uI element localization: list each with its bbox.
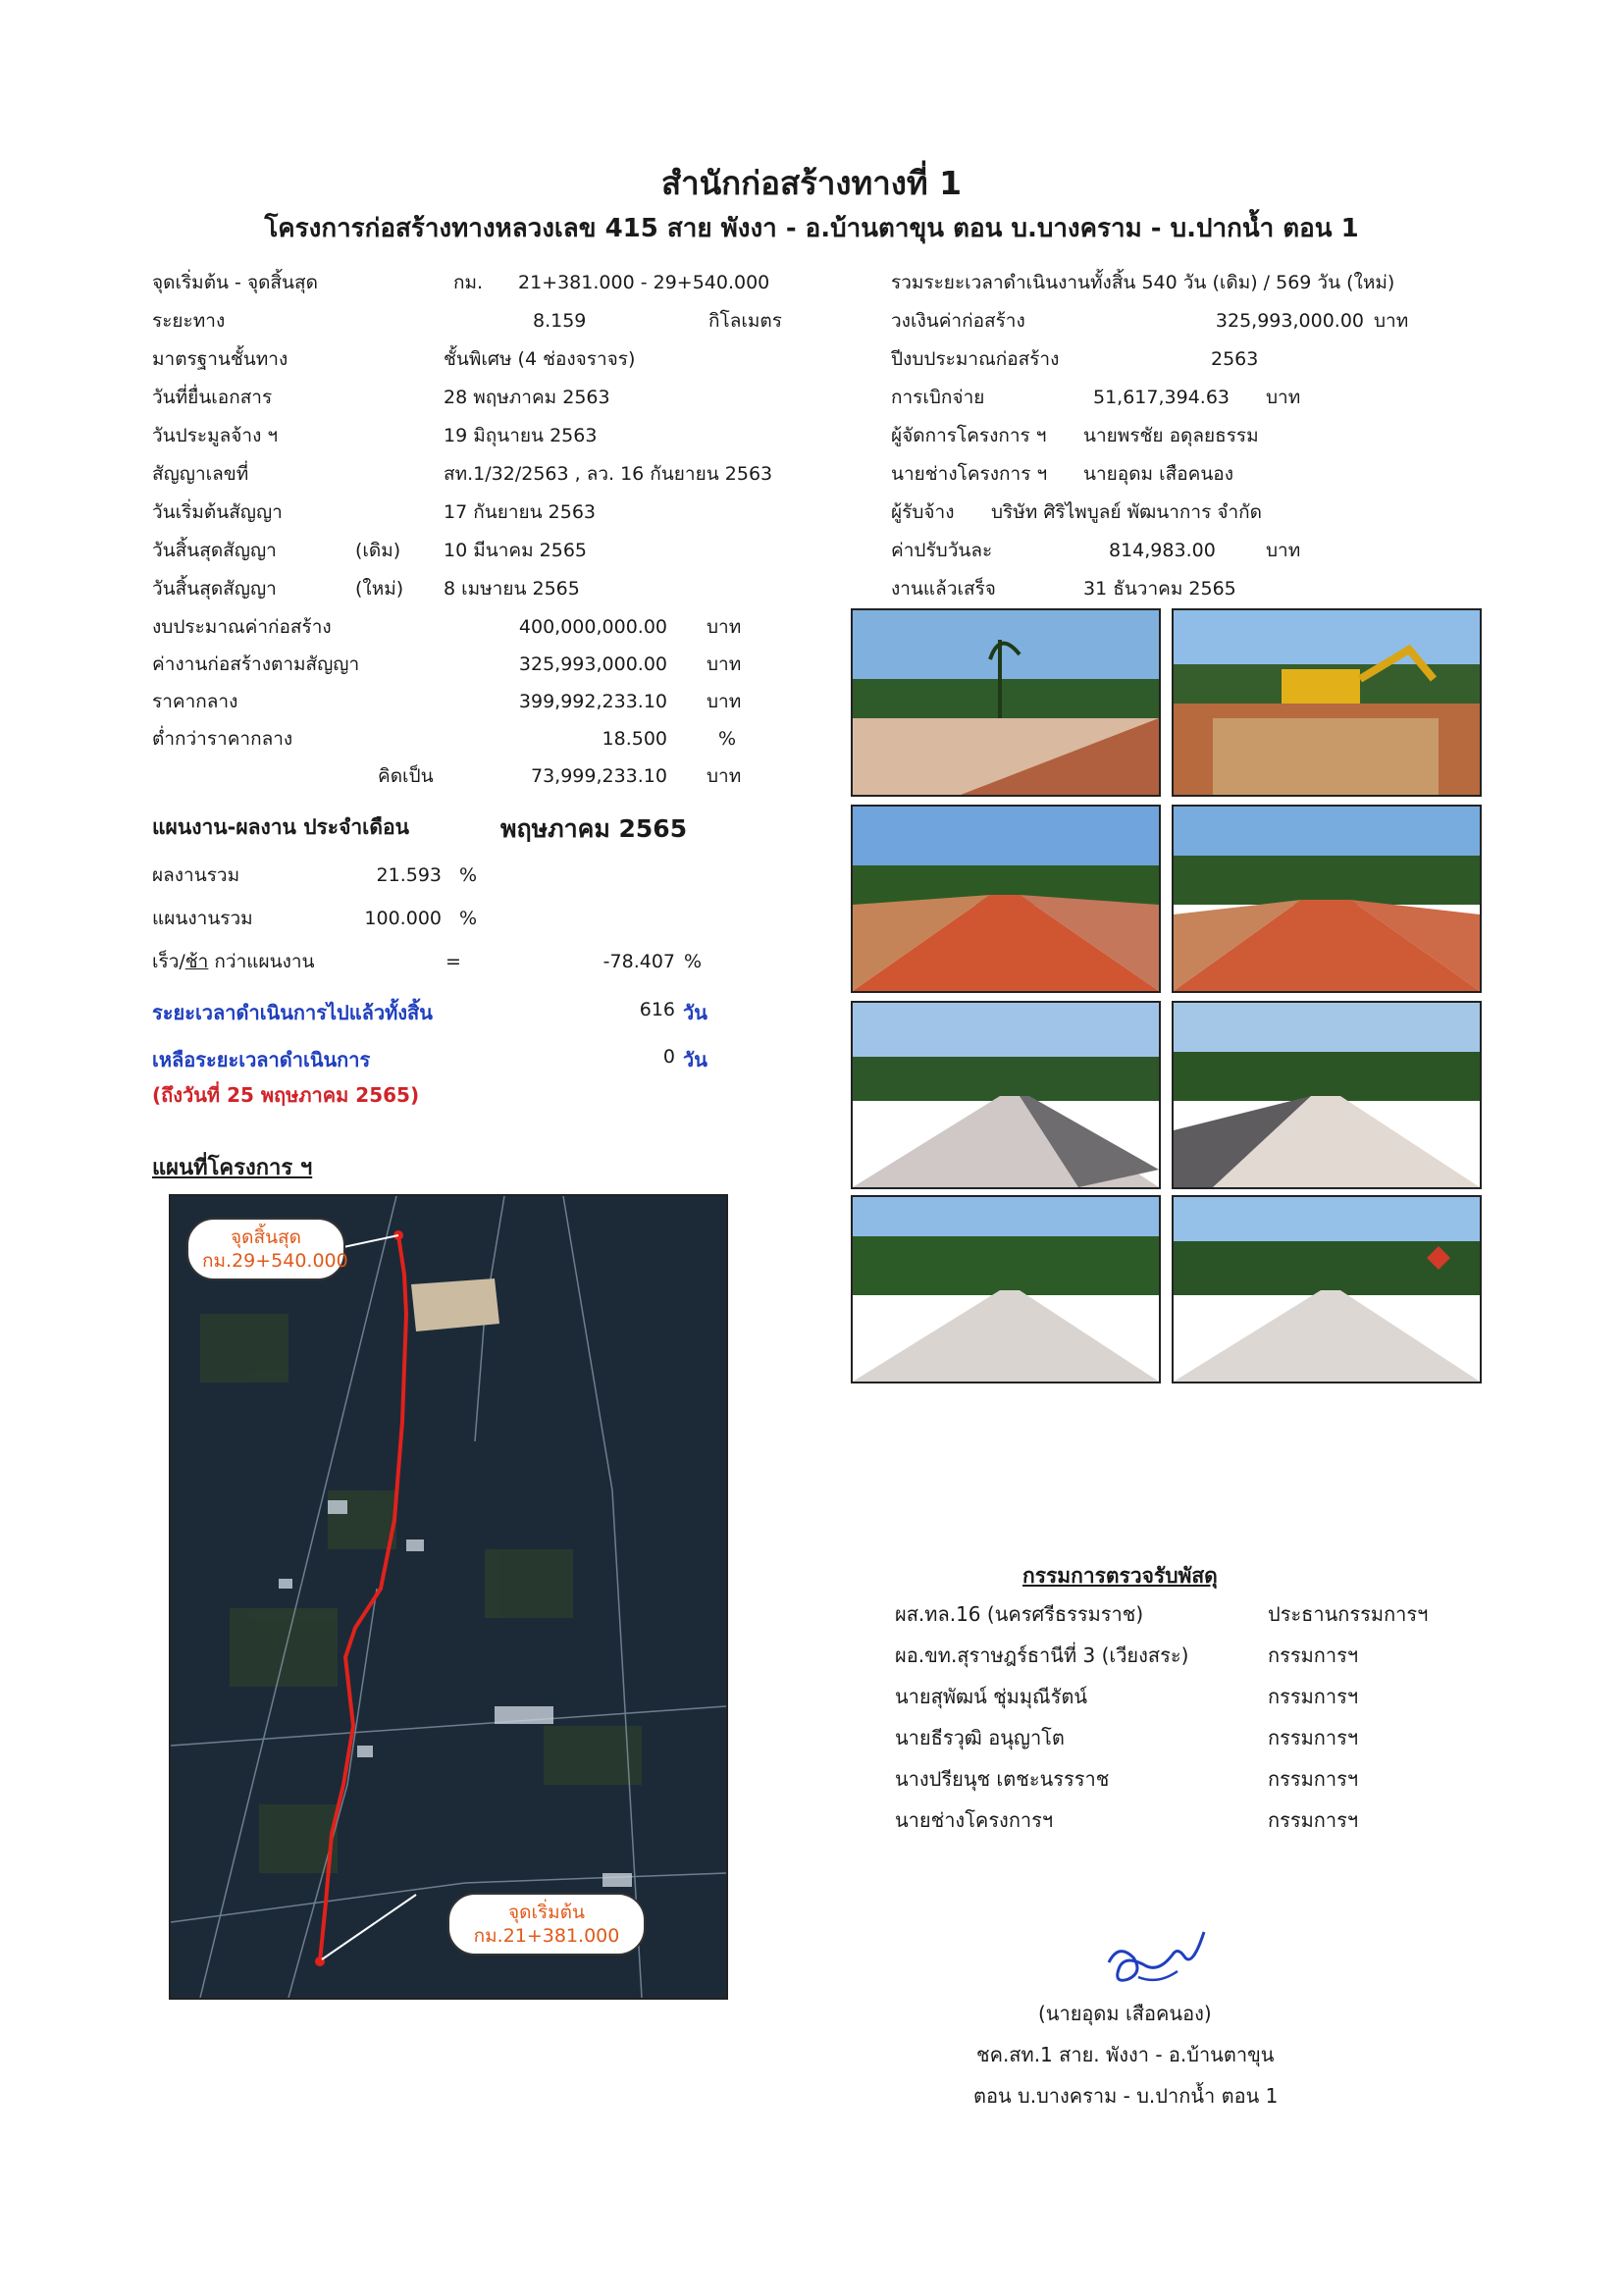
- actual-value: 21.593: [376, 864, 442, 886]
- fiscal-year-value: 2563: [1211, 348, 1259, 370]
- elapsed-label: ระยะเวลาดำเนินการไปแล้วทั้งสิ้น: [152, 1001, 433, 1024]
- info-label-contract-start: วันเริ่มต้นสัญญา: [152, 501, 283, 523]
- signer-position-line2: ตอน บ.บางคราม - บ.ปากน้ำ ตอน 1: [973, 2084, 1279, 2108]
- map-start-label: จุดเริ่มต้น: [507, 1902, 586, 1923]
- info-tag-new: (ใหม่): [355, 578, 404, 600]
- disbursement-unit: บาท: [1266, 387, 1301, 408]
- committee-member-role: ประธานกรรมการฯ: [1268, 1602, 1429, 1626]
- committee-member-role: กรรมการฯ: [1268, 1767, 1359, 1791]
- below-median-unit: %: [718, 728, 737, 750]
- info-unit-km: กม.: [453, 272, 484, 293]
- info-value-startend: 21+381.000 - 29+540.000: [518, 272, 770, 293]
- actual-label: ผลงานรวม: [152, 864, 240, 886]
- completion-value: 31 ธันวาคม 2565: [1083, 578, 1236, 600]
- committee-member-name: นายสุพัฒน์ ชุ่มมุณีรัตน์: [895, 1685, 1088, 1708]
- contractor-label: ผู้รับจ้าง: [891, 501, 955, 523]
- info-value-auction-date: 19 มิถุนายน 2563: [444, 425, 598, 446]
- map-end-km: กม.29+540.000: [202, 1250, 348, 1272]
- project-subtitle: โครงการก่อสร้างทางหลวงเลข 415 สาย พังงา - อ.บ้านตาขุน ตอน บ.บางคราม - บ.ปากน้ำ ตอน 1: [264, 214, 1359, 243]
- signer-name: (นายอุดม เสือคนอง): [1038, 2002, 1212, 2025]
- info-label-submit-date: วันที่ยื่นเอกสาร: [152, 387, 273, 408]
- remaining-value: 0: [662, 1046, 675, 1068]
- construction-amount-unit: บาท: [1374, 310, 1409, 332]
- diff-unit: %: [684, 951, 703, 972]
- committee-member-role: กรรมการฯ: [1268, 1808, 1359, 1832]
- actual-unit: %: [459, 864, 478, 886]
- diff-equals: =: [445, 951, 461, 972]
- info-label-contract-no: สัญญาเลขที่: [152, 463, 249, 485]
- median-price-unit: บาท: [707, 691, 742, 712]
- committee-member-name: ผอ.ขท.สุราษฎร์ธานีที่ 3 (เวียงสระ): [895, 1644, 1189, 1667]
- committee-heading: กรรมการตรวจรับพัสดุ: [1022, 1564, 1218, 1588]
- budget-unit: บาท: [707, 616, 742, 638]
- plan-unit: %: [459, 908, 478, 929]
- info-value-standard: ชั้นพิเศษ (4 ช่องจราจร): [444, 348, 636, 370]
- elapsed-unit: วัน: [683, 1001, 707, 1024]
- project-engineer-value: นายอุดม เสือคนอง: [1083, 463, 1233, 485]
- info-value-submit-date: 28 พฤษภาคม 2563: [444, 387, 610, 408]
- project-manager-value: นายพรชัย อดุลยธรรม: [1083, 425, 1259, 446]
- diff-value: -78.407: [602, 951, 675, 972]
- construction-amount-value: 325,993,000.00: [1215, 310, 1364, 332]
- site-photo: [1172, 608, 1482, 797]
- committee-member-role: กรรมการฯ: [1268, 1685, 1359, 1708]
- contract-cost-unit: บาท: [707, 653, 742, 675]
- budget-value: 400,000,000.00: [518, 616, 667, 638]
- info-value-contract-end-new: 8 เมษายน 2565: [444, 578, 580, 600]
- map-start-callout: [447, 1893, 646, 1956]
- daily-fine-unit: บาท: [1266, 540, 1301, 561]
- map-start-km: กม.21+381.000: [473, 1925, 620, 1947]
- disbursement-label: การเบิกจ่าย: [891, 387, 985, 408]
- site-photo: [1172, 805, 1482, 993]
- asof-date: (ถึงวันที่ 25 พฤษภาคม 2565): [152, 1083, 420, 1107]
- info-label-startend: จุดเริ่มต้น - จุดสิ้นสุด: [152, 272, 318, 293]
- duration-total: รวมระยะเวลาดำเนินงานทั้งสิ้น 540 วัน (เดิม) / 569 วัน (ใหม่): [891, 272, 1395, 293]
- construction-amount-label: วงเงินค่าก่อสร้าง: [891, 310, 1025, 332]
- progress-heading: แผนงาน-ผลงาน ประจำเดือน: [152, 815, 409, 839]
- elapsed-value: 616: [639, 999, 675, 1020]
- page-title: สำนักก่อสร้างทางที่ 1: [660, 164, 963, 202]
- plan-label: แผนงานรวม: [152, 908, 253, 929]
- committee-member-role: กรรมการฯ: [1268, 1726, 1359, 1749]
- map-heading: แผนที่โครงการ ฯ: [152, 1156, 313, 1180]
- info-tag-old: (เดิม): [355, 540, 401, 561]
- equivalent-value: 73,999,233.10: [530, 765, 667, 787]
- completion-label: งานแล้วเสร็จ: [891, 578, 996, 600]
- budget-label: งบประมาณค่าก่อสร้าง: [152, 616, 332, 638]
- info-label-auction-date: วันประมูลจ้าง ฯ: [152, 425, 279, 446]
- contract-cost-value: 325,993,000.00: [518, 653, 667, 675]
- project-engineer-label: นายช่างโครงการ ฯ: [891, 463, 1048, 485]
- remaining-label: เหลือระยะเวลาดำเนินการ: [152, 1048, 371, 1071]
- project-manager-label: ผู้จัดการโครงการ ฯ: [891, 425, 1047, 446]
- committee-member-name: ผส.ทล.16 (นครศรีธรรมราช): [895, 1602, 1144, 1626]
- project-map: [169, 1194, 728, 2000]
- median-price-value: 399,992,233.10: [518, 691, 667, 712]
- site-photo: [1172, 1001, 1482, 1189]
- signature-mark: [1099, 1923, 1227, 2006]
- daily-fine-label: ค่าปรับวันละ: [891, 540, 993, 561]
- progress-month: พฤษภาคม 2565: [500, 814, 688, 843]
- signer-position-line1: ชค.สท.1 สาย. พังงา - อ.บ้านตาขุน: [976, 2043, 1275, 2066]
- below-median-label: ต่ำกว่าราคากลาง: [152, 728, 293, 750]
- committee-member-name: นางปรียนุช เตชะนรรราช: [895, 1767, 1110, 1791]
- site-photo: [851, 805, 1161, 993]
- info-unit-distance: กิโลเมตร: [708, 310, 782, 332]
- contractor-value: บริษัท ศิริไพบูลย์ พัฒนาการ จำกัด: [991, 501, 1262, 523]
- equivalent-unit: บาท: [707, 765, 742, 787]
- info-value-contract-no: สท.1/32/2563 , ลว. 16 กันยายน 2563: [444, 463, 773, 485]
- diff-label: เร็ว/ช้า กว่าแผนงาน: [152, 951, 315, 972]
- daily-fine-value: 814,983.00: [1109, 540, 1216, 561]
- info-label-distance: ระยะทาง: [152, 310, 226, 332]
- remaining-unit: วัน: [683, 1048, 707, 1071]
- map-end-callout: [186, 1218, 348, 1280]
- committee-member-name: นายช่างโครงการฯ: [895, 1808, 1054, 1832]
- info-value-distance: 8.159: [533, 310, 587, 332]
- committee-member-name: นายธีรวุฒิ อนุญาโต: [895, 1726, 1065, 1749]
- site-photo: [851, 1195, 1161, 1383]
- info-value-contract-end-old: 10 มีนาคม 2565: [444, 540, 588, 561]
- below-median-value: 18.500: [602, 728, 667, 750]
- fiscal-year-label: ปีงบประมาณก่อสร้าง: [891, 348, 1060, 370]
- info-label-standard: มาตรฐานชั้นทาง: [152, 348, 288, 370]
- info-label-contract-end-old: วันสิ้นสุดสัญญา: [152, 540, 277, 561]
- disbursement-value: 51,617,394.63: [1093, 387, 1230, 408]
- median-price-label: ราคากลาง: [152, 691, 238, 712]
- info-value-contract-start: 17 กันยายน 2563: [444, 501, 597, 523]
- committee-member-role: กรรมการฯ: [1268, 1644, 1359, 1667]
- equivalent-label: คิดเป็น: [378, 765, 434, 787]
- site-photo: [851, 608, 1161, 797]
- site-photo: [851, 1001, 1161, 1189]
- site-photo: [1172, 1195, 1482, 1383]
- map-end-label: จุดสิ้นสุด: [231, 1226, 301, 1248]
- plan-value: 100.000: [364, 908, 442, 929]
- info-label-contract-end-new: วันสิ้นสุดสัญญา: [152, 578, 277, 600]
- contract-cost-label: ค่างานก่อสร้างตามสัญญา: [152, 653, 360, 675]
